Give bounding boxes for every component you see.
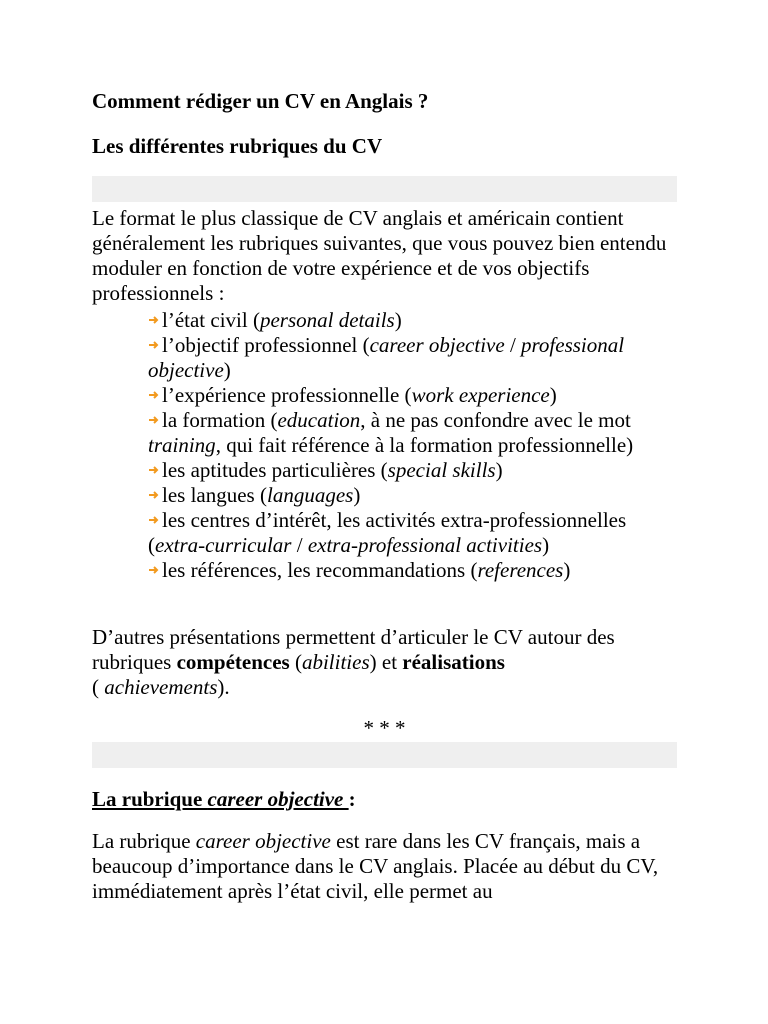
section-subtitle: Les différentes rubriques du CV: [92, 134, 383, 158]
list-item: la formation (education, à ne pas confondre avec le mot training, qui fait référence à la formation professionnelle): [148, 408, 634, 457]
list-item: l’état civil (personal details): [148, 308, 682, 333]
document-title: Comment rédiger un CV en Anglais ?: [92, 89, 429, 113]
rubriques-list: [92, 308, 682, 583]
arrow-bullet-icon: [148, 514, 160, 526]
arrow-bullet-icon: [148, 389, 160, 401]
gray-separator-bar: [92, 742, 677, 768]
intro-block: [92, 206, 682, 583]
arrow-bullet-icon: [148, 414, 160, 426]
section-separator-stars: * * *: [363, 716, 406, 740]
list-item: les langues (languages): [148, 483, 682, 508]
list-item: l’expérience professionnelle (work experience): [148, 383, 682, 408]
career-objective-heading: La rubrique career objective :: [92, 787, 356, 811]
intro-paragraph: Le format le plus classique de CV anglais et américain contient généralement les rubriques suivantes, que vous pouvez bien entendu moduler en fonction de votre expérience et de vos objectifs professionnels :: [92, 206, 667, 305]
arrow-bullet-icon: [148, 314, 160, 326]
list-item: l’objectif professionnel (career objective / professional objective): [148, 333, 625, 382]
career-objective-paragraph: La rubrique career objective est rare dans les CV français, mais a beaucoup d’importance dans le CV anglais. Placée au début du CV, immédiatement après l’état civil, elle permet au: [92, 829, 659, 903]
arrow-bullet-icon: [148, 564, 160, 576]
arrow-bullet-icon: [148, 464, 160, 476]
list-item: les références, les recommandations (references): [148, 558, 682, 583]
arrow-bullet-icon: [148, 339, 160, 351]
second-paragraph: D’autres présentations permettent d’articuler le CV autour des rubriques compétences (abilities) et réalisations ( achievements).: [92, 625, 615, 699]
gray-separator-bar: [92, 176, 677, 202]
list-item: les centres d’intérêt, les activités extra-professionnelles (extra-curricular / extra-professional activities): [148, 508, 627, 557]
list-item: les aptitudes particulières (special skills): [148, 458, 682, 483]
arrow-bullet-icon: [148, 489, 160, 501]
